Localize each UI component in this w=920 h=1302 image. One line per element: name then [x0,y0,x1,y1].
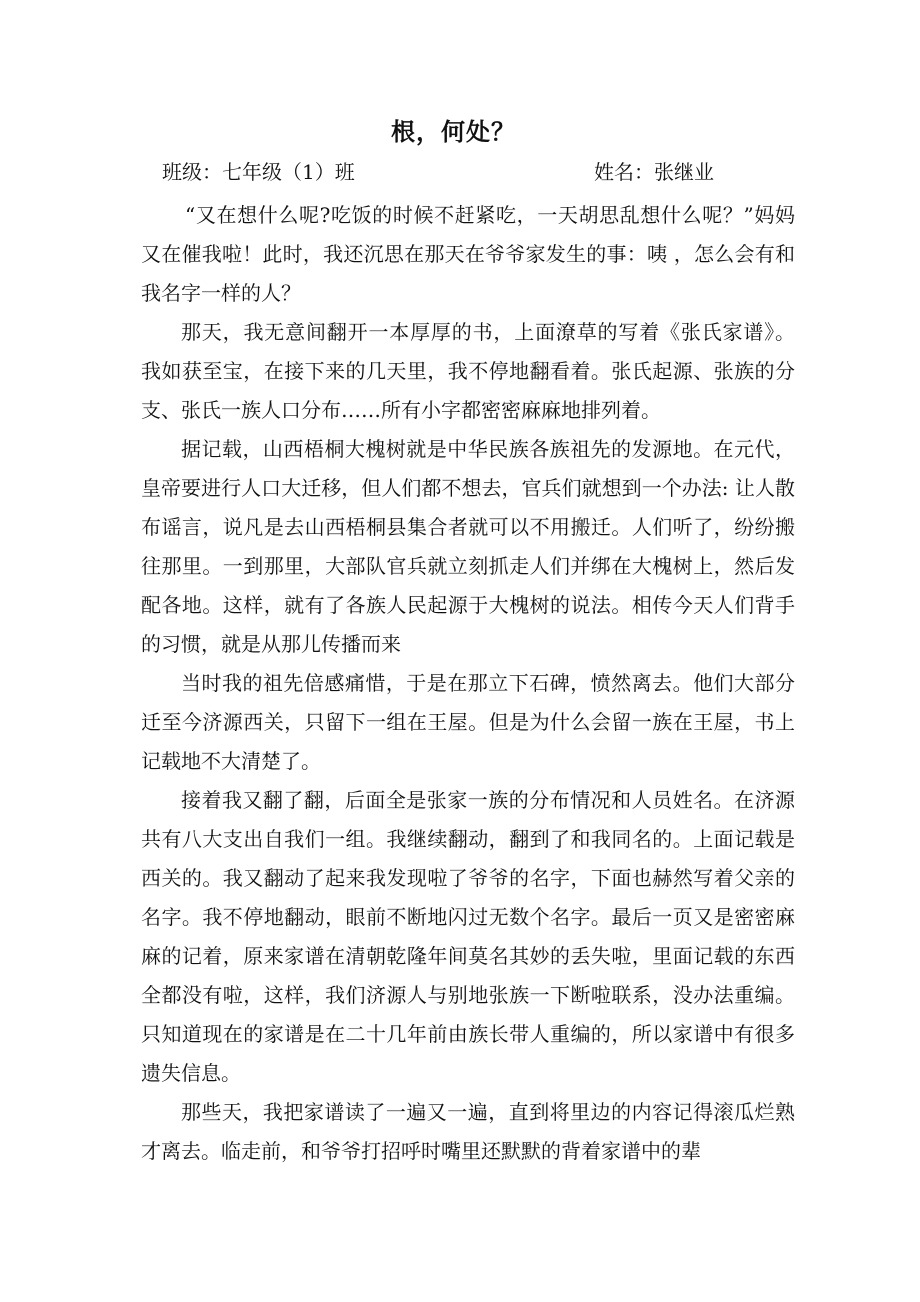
paragraph-3: 据记载，山西梧桐大槐树就是中华民族各族祖先的发源地。在元代，皇帝要进行人口大迁移，但人们都不想去，官兵们就想到一个办法: 让人散布谣言，说凡是去山西梧桐县集合者就可以不用搬迁。人们听了，纷纷搬往那里。一到那里，大部队官兵就立刻抓走人们并绑在大槐树上，然后发配各地。这样，就有了各族人民起源于大槐树的说法。相传今天人们背手的习惯，就是从那儿传播而来 [141,437,795,656]
student-name-label: 姓名：张继业 [594,160,714,184]
class-label: 班级：七年级（1）班 [162,160,355,184]
paragraph-2: 那天，我无意间翻开一本厚厚的书，上面潦草的写着《张氏家谱》。 我如获至宝，在接下来的几天里，我不停地翻看着。张氏起源、张族的分支、张氏一族人口分布……所有小字都密密麻麻地排列着。 [141,320,795,422]
paragraph-6: 那些天，我把家谱读了一遍又一遍，直到将里边的内容记得滚瓜烂熟才离去。临走前，和爷爷打招呼时嘴里还默默的背着家谱中的辈 [141,1100,795,1163]
document-title: 根，何处？ [391,117,516,146]
paragraph-4: 当时我的祖先倍感痛惜，于是在那立下石碑，愤然离去。他们大部分迁至今济源西关，只留下一组在王屋。但是为什么会留一族在王屋，书上记载地不大清楚了。 [141,671,795,773]
essay-body [141,196,795,1171]
paragraph-1: “又在想什么呢?吃饭的时候不赶紧吃，一天胡思乱想什么呢？”妈妈又在催我啦！此时，我还沉思在那天在爷爷家发生的事：咦 ，怎么会有和我名字一样的人？ [141,203,795,305]
paragraph-5: 接着我又翻了翻，后面全是张家一族的分布情况和人员姓名。在济源共有八大支出自我们一组。我继续翻动，翻到了和我同名的。上面记载是西关的。我又翻动了起来我发现啦了爷爷的名字，下面也赫然写着父亲的名字。我不停地翻动，眼前不断地闪过无数个名字。最后一页又是密密麻麻的记着，原来家谱在清朝乾隆年间莫名其妙的丢失啦，里面记载的东西全都没有啦，这样，我们济源人与别地张族一下断啦联系，没办法重编。只知道现在的家谱是在二十几年前由族长带人重编的，所以家谱中有很多遗失信息。 [141,788,795,1085]
